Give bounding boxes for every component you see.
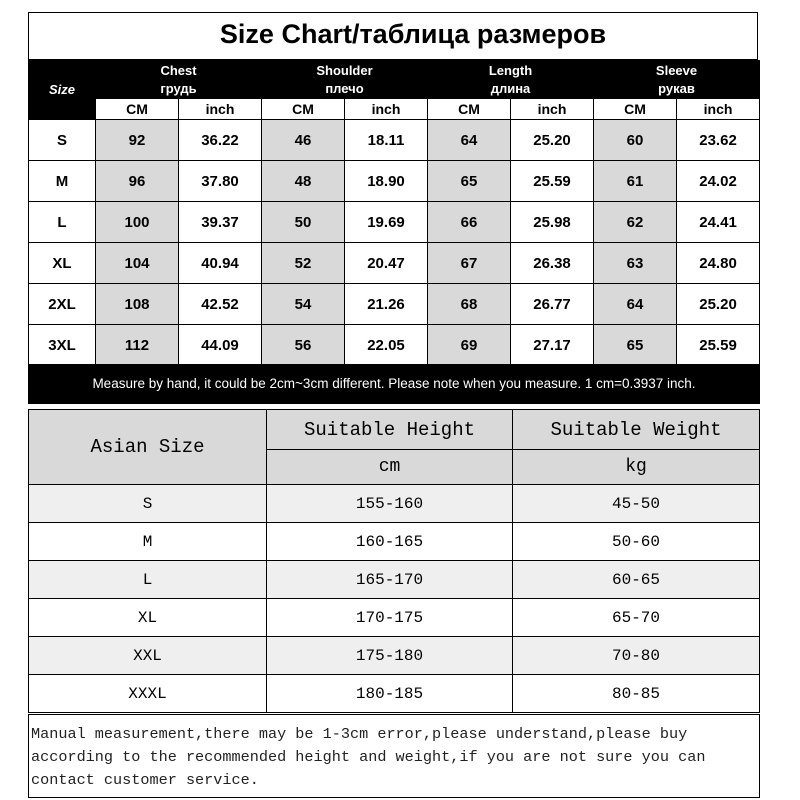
cm-value: 46: [262, 120, 345, 161]
unit-cm-header: CM: [262, 99, 345, 120]
cm-value: 48: [262, 161, 345, 202]
inch-value: 40.94: [179, 243, 262, 284]
weight-range: 45-50: [513, 485, 760, 523]
weight-unit: kg: [513, 450, 760, 485]
cm-value: 63: [594, 243, 677, 284]
cm-value: 54: [262, 284, 345, 325]
cm-value: 112: [96, 325, 179, 366]
cm-value: 60: [594, 120, 677, 161]
height-range: 155-160: [267, 485, 513, 523]
inch-value: 39.37: [179, 202, 262, 243]
measure-note: Measure by hand, it could be 2cm~3cm different. Please note when you measure. 1 cm=0.3937 inch.: [28, 364, 760, 404]
unit-cm-header: CM: [428, 99, 511, 120]
inch-value: 25.20: [677, 284, 760, 325]
size-row: [29, 243, 760, 284]
cm-value: 61: [594, 161, 677, 202]
size-row: [29, 120, 760, 161]
size-row: [29, 202, 760, 243]
cm-value: 66: [428, 202, 511, 243]
size-label: L: [29, 202, 96, 243]
cm-value: 92: [96, 120, 179, 161]
chest-header: [96, 61, 262, 99]
unit-inch-header: inch: [511, 99, 594, 120]
cm-value: 100: [96, 202, 179, 243]
cm-value: 52: [262, 243, 345, 284]
weight-range: 80-85: [513, 675, 760, 713]
title-box: [28, 12, 758, 60]
size-label: 3XL: [29, 325, 96, 366]
cm-value: 67: [428, 243, 511, 284]
asian-size-table: [28, 409, 760, 713]
chest-label-en: Chest: [160, 62, 197, 78]
size-column-header: Size: [29, 61, 96, 120]
size-row: [29, 325, 760, 366]
cm-value: 96: [96, 161, 179, 202]
length-header: [428, 61, 594, 99]
asian-size-label: M: [29, 523, 267, 561]
size-table: [28, 60, 760, 366]
inch-value: 18.90: [345, 161, 428, 202]
bottom-note: Manual measurement,there may be 1-3cm error,please understand,please buy according to the recommended height and weight,if you are not sure you can contact customer service.: [28, 714, 760, 798]
asian-size-label: XXXL: [29, 675, 267, 713]
page-title: Size Chart/таблица размеров: [219, 19, 607, 49]
height-unit: cm: [267, 450, 513, 485]
asian-size-row: [29, 561, 760, 599]
inch-value: 19.69: [345, 202, 428, 243]
inch-value: 37.80: [179, 161, 262, 202]
asian-size-label: S: [29, 485, 267, 523]
sleeve-label-en: Sleeve: [655, 62, 698, 78]
cm-value: 69: [428, 325, 511, 366]
inch-value: 22.05: [345, 325, 428, 366]
inch-value: 36.22: [179, 120, 262, 161]
inch-value: 26.77: [511, 284, 594, 325]
asian-size-label: XL: [29, 599, 267, 637]
height-range: 175-180: [267, 637, 513, 675]
size-label: 2XL: [29, 284, 96, 325]
shoulder-header: [262, 61, 428, 99]
size-label: M: [29, 161, 96, 202]
sleeve-header: [594, 61, 760, 99]
asian-size-label: L: [29, 561, 267, 599]
inch-value: 25.59: [677, 325, 760, 366]
unit-cm-header: CM: [96, 99, 179, 120]
inch-value: 24.02: [677, 161, 760, 202]
asian-size-row: [29, 637, 760, 675]
asian-table-body: [29, 485, 760, 713]
inch-value: 21.26: [345, 284, 428, 325]
sleeve-label-ru: рукав: [658, 80, 695, 96]
weight-range: 50-60: [513, 523, 760, 561]
length-label-en: Length: [488, 62, 533, 78]
weight-range: 60-65: [513, 561, 760, 599]
asian-size-row: [29, 485, 760, 523]
asian-size-header: Asian Size: [29, 410, 267, 485]
height-range: 160-165: [267, 523, 513, 561]
weight-range: 65-70: [513, 599, 760, 637]
unit-inch-header: inch: [677, 99, 760, 120]
cm-value: 64: [594, 284, 677, 325]
inch-value: 23.62: [677, 120, 760, 161]
height-range: 180-185: [267, 675, 513, 713]
asian-size-row: [29, 599, 760, 637]
unit-inch-header: inch: [179, 99, 262, 120]
height-range: 165-170: [267, 561, 513, 599]
chest-label-ru: грудь: [160, 80, 197, 96]
asian-size-row: [29, 523, 760, 561]
length-label-ru: длина: [490, 80, 531, 96]
size-label: S: [29, 120, 96, 161]
cm-value: 108: [96, 284, 179, 325]
inch-value: 25.20: [511, 120, 594, 161]
inch-value: 24.80: [677, 243, 760, 284]
inch-value: 25.59: [511, 161, 594, 202]
size-label: XL: [29, 243, 96, 284]
size-table-body: [29, 120, 760, 366]
size-row: [29, 161, 760, 202]
cm-value: 62: [594, 202, 677, 243]
unit-inch-header: inch: [345, 99, 428, 120]
weight-range: 70-80: [513, 637, 760, 675]
cm-value: 65: [594, 325, 677, 366]
suitable-weight-header: Suitable Weight: [513, 410, 760, 450]
inch-value: 27.17: [511, 325, 594, 366]
asian-size-row: [29, 675, 760, 713]
shoulder-label-en: Shoulder: [316, 62, 373, 78]
cm-value: 56: [262, 325, 345, 366]
inch-value: 20.47: [345, 243, 428, 284]
shoulder-label-ru: плечо: [325, 80, 364, 96]
inch-value: 18.11: [345, 120, 428, 161]
asian-size-label: XXL: [29, 637, 267, 675]
inch-value: 42.52: [179, 284, 262, 325]
inch-value: 26.38: [511, 243, 594, 284]
cm-value: 50: [262, 202, 345, 243]
inch-value: 25.98: [511, 202, 594, 243]
inch-value: 44.09: [179, 325, 262, 366]
unit-cm-header: CM: [594, 99, 677, 120]
cm-value: 65: [428, 161, 511, 202]
size-row: [29, 284, 760, 325]
cm-value: 64: [428, 120, 511, 161]
cm-value: 68: [428, 284, 511, 325]
suitable-height-header: Suitable Height: [267, 410, 513, 450]
inch-value: 24.41: [677, 202, 760, 243]
height-range: 170-175: [267, 599, 513, 637]
cm-value: 104: [96, 243, 179, 284]
